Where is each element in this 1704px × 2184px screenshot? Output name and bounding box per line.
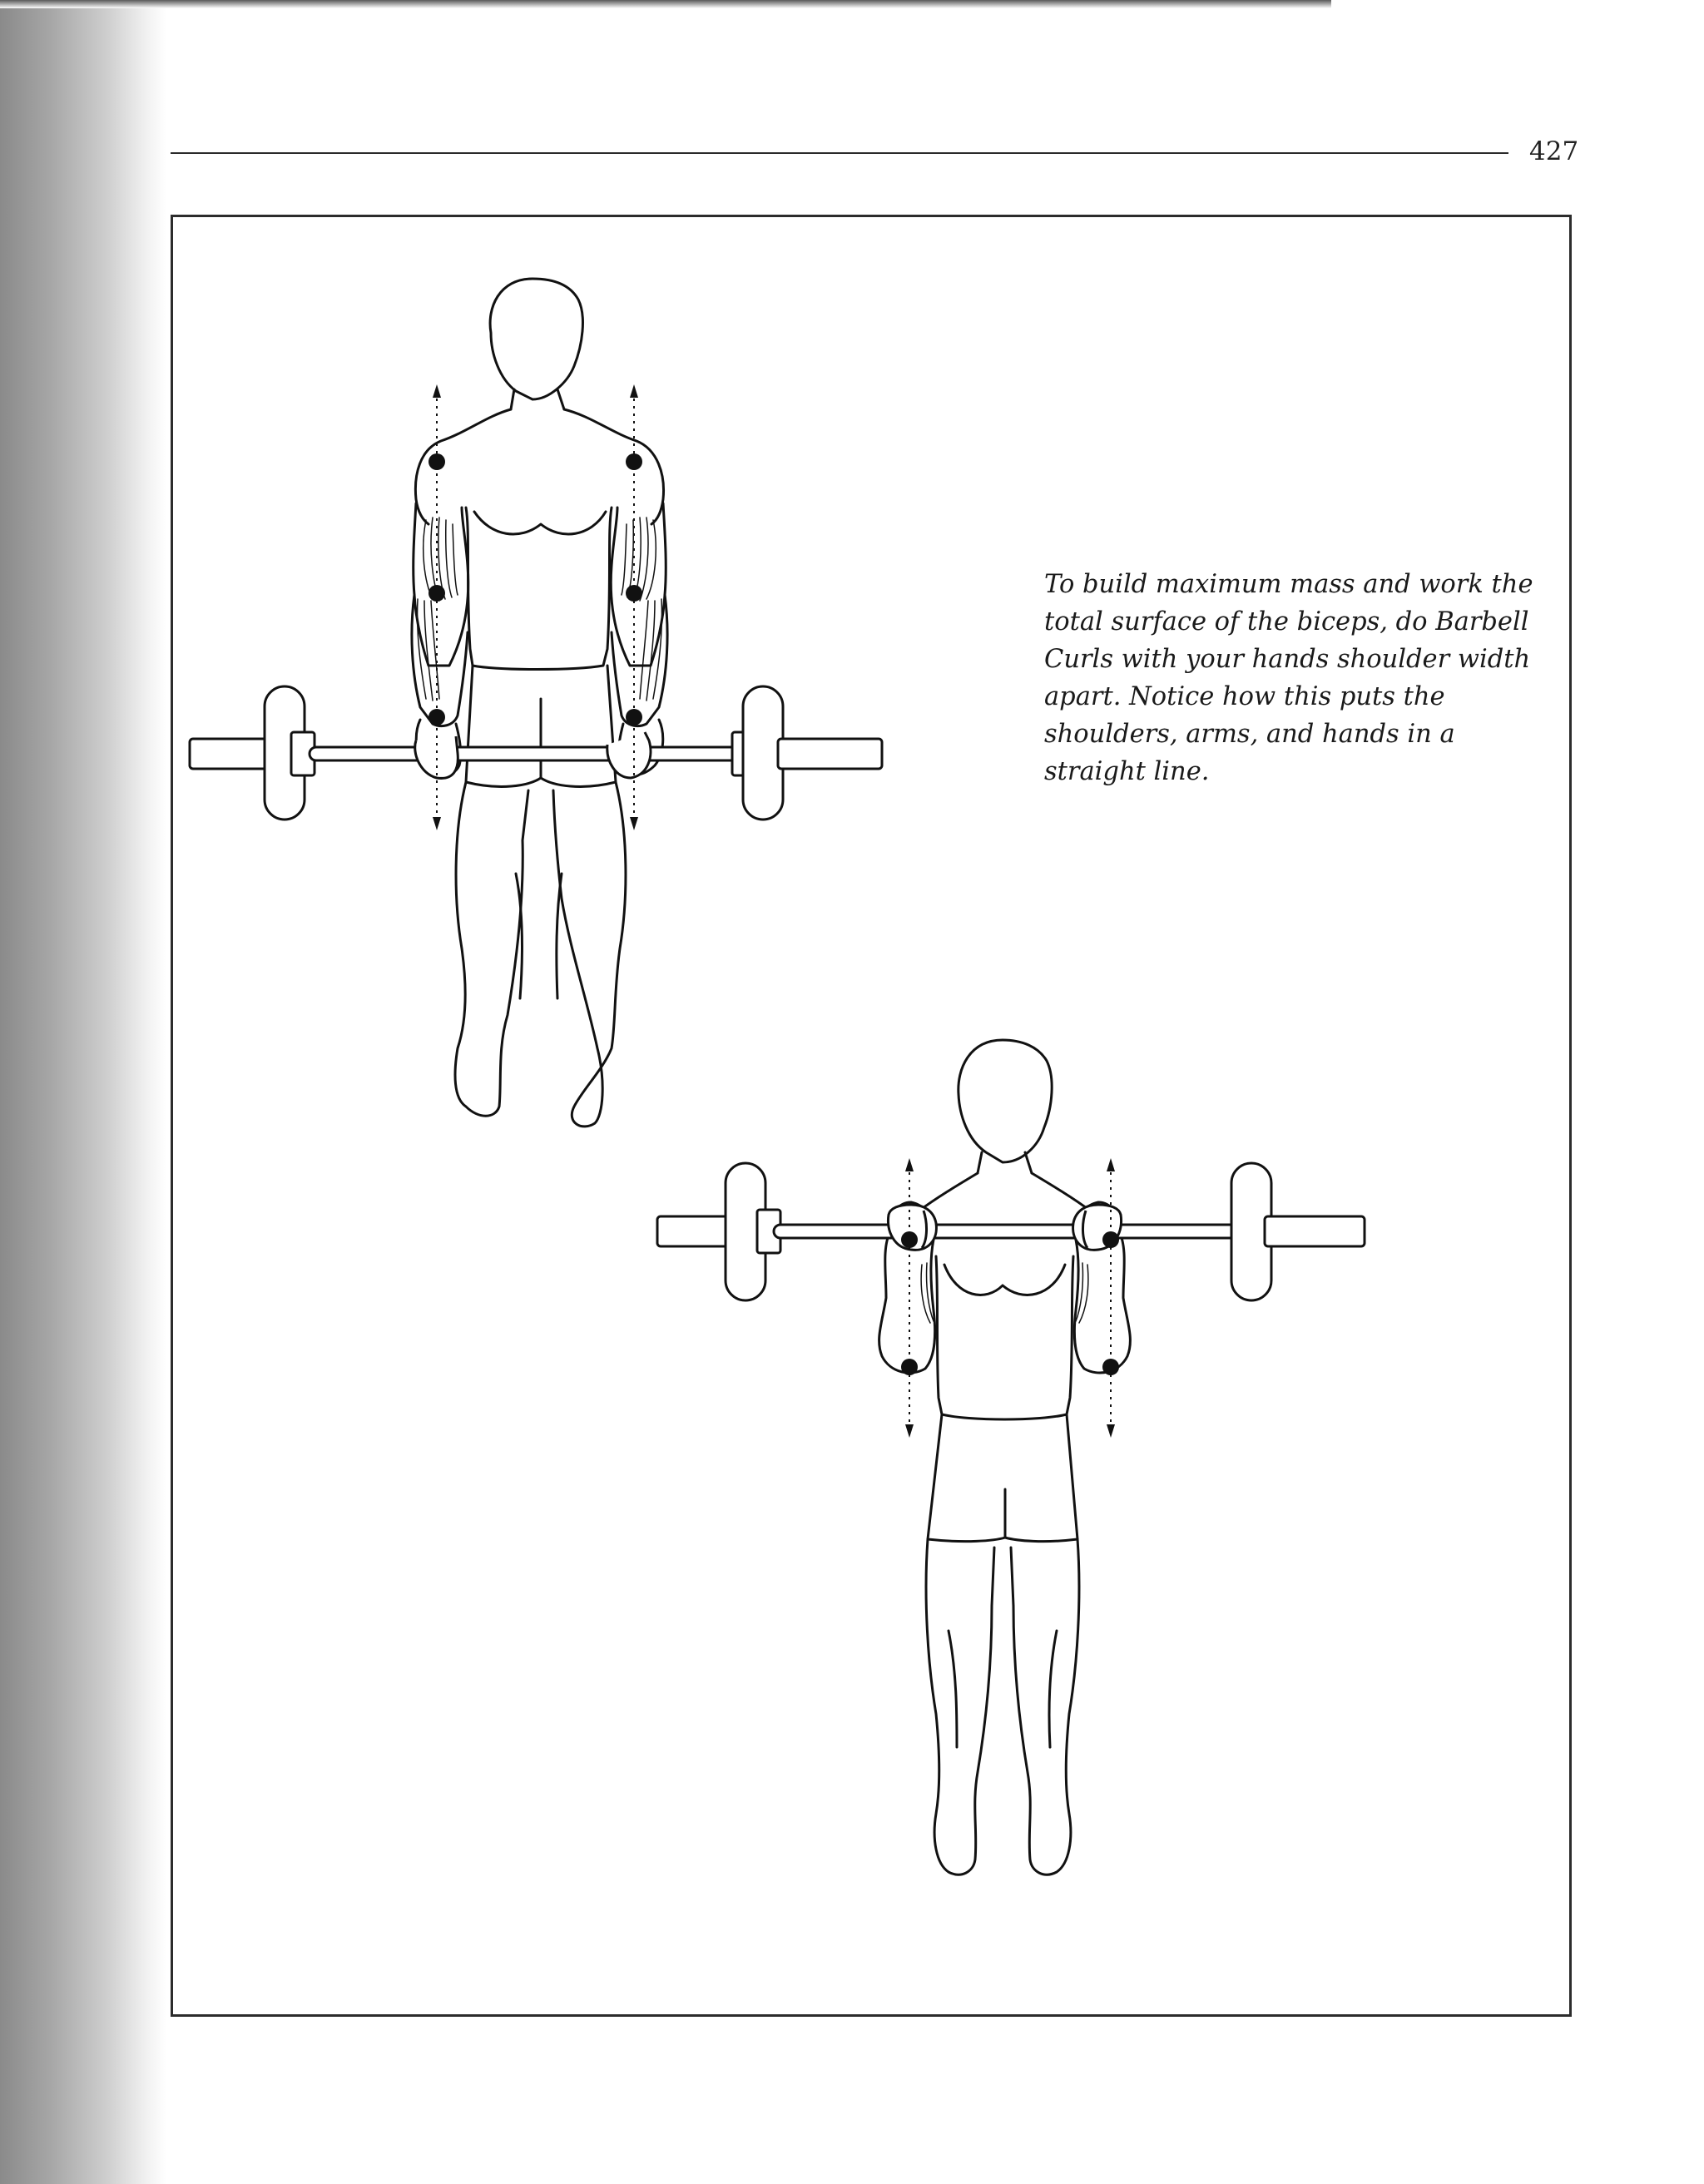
- caption-line: apart. Notice how this puts the: [1044, 682, 1445, 711]
- caption-line: total surface of the biceps, do Barbell: [1044, 607, 1529, 636]
- head: [490, 279, 582, 399]
- caption-line: straight line.: [1044, 757, 1210, 786]
- left-arm-curled: [879, 1231, 935, 1373]
- barbell-curled: [657, 1163, 1365, 1300]
- right-upper-arm: [611, 503, 666, 666]
- figure-caption: [1044, 566, 1535, 790]
- figure-curled-position: [879, 1040, 1131, 1874]
- head: [958, 1040, 1052, 1162]
- right-arm-curled: [1074, 1231, 1130, 1373]
- figure-start-position: [412, 279, 667, 1127]
- page-number: 427: [1529, 136, 1579, 166]
- caption-line: shoulders, arms, and hands in a: [1044, 720, 1455, 749]
- torso: [415, 409, 511, 524]
- left-upper-arm: [414, 503, 468, 666]
- caption-line: To build maximum mass and work the: [1044, 570, 1533, 599]
- caption-line: Curls with your hands shoulder width: [1044, 645, 1531, 674]
- legs: [455, 782, 528, 1116]
- legs: [926, 1539, 994, 1874]
- torso: [936, 1256, 1073, 1419]
- barbell-start: [190, 686, 882, 820]
- shorts: [928, 1414, 1077, 1542]
